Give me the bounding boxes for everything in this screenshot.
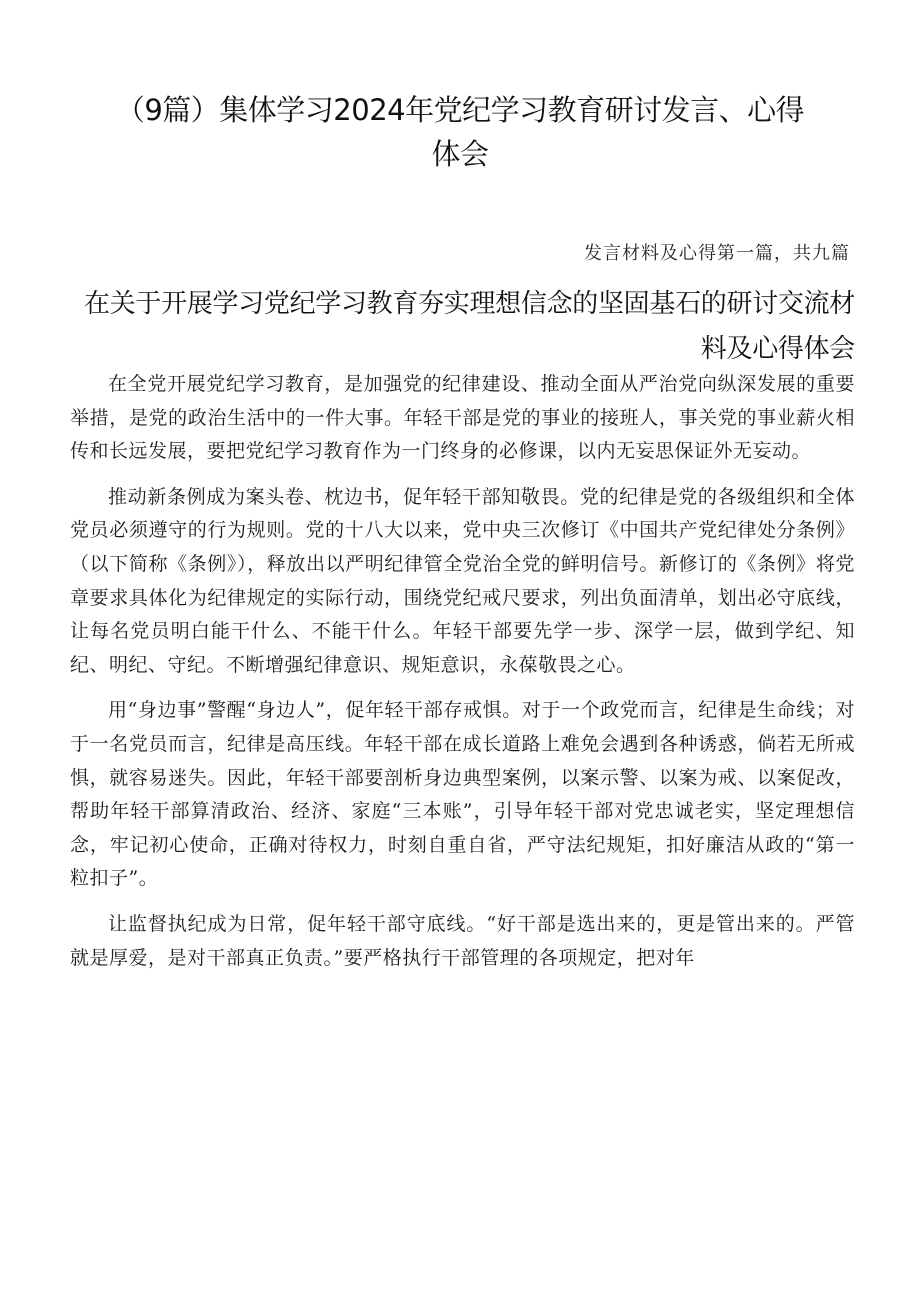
document-title: （9篇）集体学习2024年党纪学习教育研讨发言、心得体会 [115, 93, 805, 171]
section-title: 在关于开展学习党纪学习教育夯实理想信念的坚固基石的研讨交流材料及心得体会 [83, 289, 855, 364]
document-subtitle: 发言材料及心得第一篇，共九篇 [584, 243, 850, 264]
body-paragraph: 让监督执纪成为日常，促年轻干部守底线。“好干部是选出来的，更是管出来的。严管就是厚爱，是对干部真正负责。”要严格执行干部管理的各项规定，把对年 [70, 912, 855, 969]
document-body [70, 368, 855, 987]
body-paragraph: 推动新条例成为案头卷、枕边书，促年轻干部知敬畏。党的纪律是党的各级组织和全体党员必须遵守的行为规则。党的十八大以来，党中央三次修订《中国共产党纪律处分条例》（以下简称《条例》），释放出以严明纪律管全党治全党的鲜明信号。新修订的《条例》将党章要求具体化为纪律规定的实际行动，围绕党纪戒尺要求，列出负面清单，划出必守底线，让每名党员明白能干什么、不能干什么。年轻干部要先学一步、深学一层，做到学纪、知纪、明纪、守纪。不断增强纪律意识、规矩意识，永葆敬畏之心。 [70, 485, 855, 676]
body-paragraph: 在全党开展党纪学习教育，是加强党的纪律建设、推动全面从严治党向纵深发展的重要举措，是党的政治生活中的一件大事。年轻干部是党的事业的接班人，事关党的事业薪火相传和长远发展，要把党纪学习教育作为一门终身的必修课，以内无妄思保证外无妄动。 [70, 373, 855, 463]
body-paragraph: 用“身边事”警醒“身边人”，促年轻干部存戒惧。对于一个政党而言，纪律是生命线；对于一名党员而言，纪律是高压线。年轻干部在成长道路上难免会遇到各种诱惑，倘若无所戒惧，就容易迷失。因此，年轻干部要剖析身边典型案例，以案示警、以案为戒、以案促改，帮助年轻干部算清政治、经济、家庭“三本账”，引导年轻干部对党忠诚老实，坚定理想信念，牢记初心使命，正确对待权力，时刻自重自省，严守法纪规矩，扣好廉洁从政的“第一粒扣子”。 [70, 699, 855, 890]
